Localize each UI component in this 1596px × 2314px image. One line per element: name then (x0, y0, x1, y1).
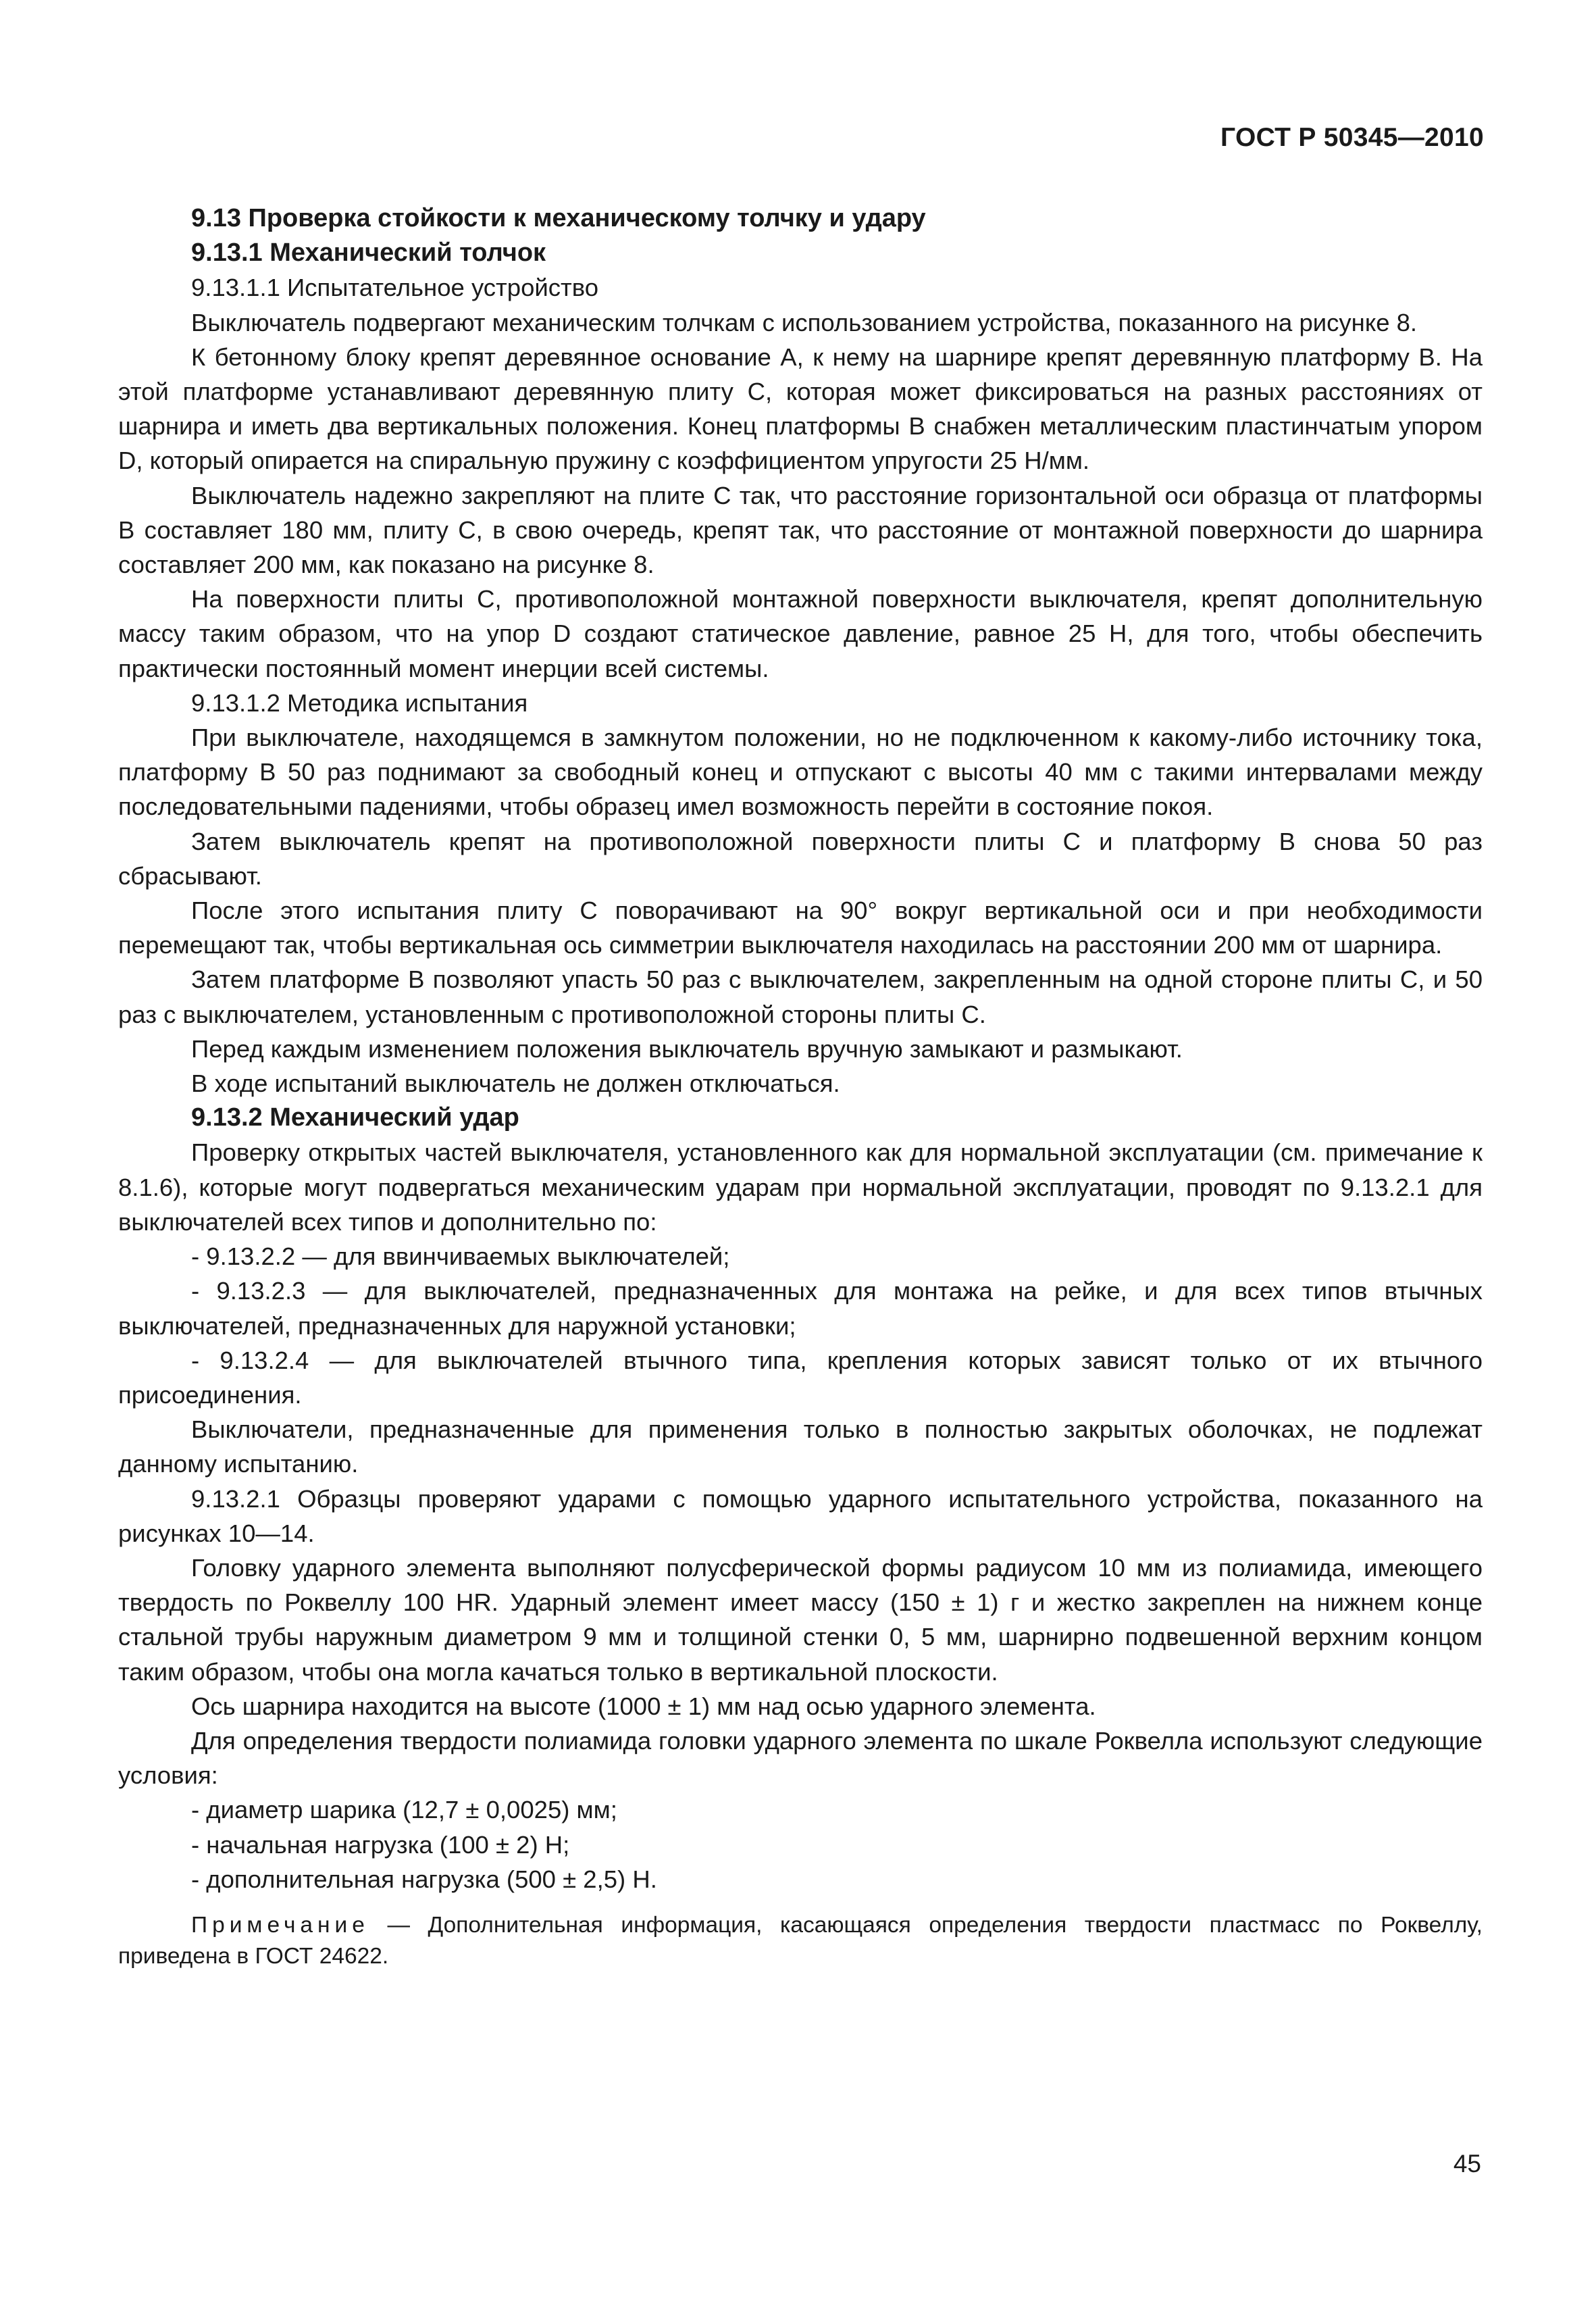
section-heading: 9.13.1 Механический толчок (191, 238, 546, 268)
paragraph: При выключателе, находящемся в замкнутом положении, но не подключенном к какому-либо источнику тока, платформу В 50 раз поднимают за свободный конец и отпускают с высоты 40 мм с такими интервалами между последовательными падениями, чтобы образец имел возможность перейти в состояние покоя. (118, 724, 1483, 821)
list-item: - 9.13.2.3 — для выключателей, предназначенных для монтажа на рейке, и для всех типов втычных выключателей, предназначенных для наружной установки; (118, 1277, 1483, 1340)
paragraph: Ось шарнира находится на высоте (1000 ± 1) мм над осью ударного элемента. (191, 1692, 1096, 1720)
paragraph: Выключатели, предназначенные для применения только в полностью закрытых оболочках, не подлежат данному испытанию. (118, 1415, 1483, 1478)
list-item: - диаметр шарика (12,7 ± 0,0025) мм; (191, 1796, 617, 1824)
paragraph: На поверхности плиты C, противоположной монтажной поверхности выключателя, крепят дополнительную массу таким образом, что на упор D создают статическое давление, равное 25 Н, для того, чтобы обеспечить практически постоянный момент инерции всей системы. (118, 585, 1483, 682)
paragraph: Выключатель надежно закрепляют на плите C так, что расстояние горизонтальной оси образца от платформы B составляет 180 мм, плиту C, в свою очередь, крепят так, что расстояние от монтажной поверхности до шарнира составляет 200 мм, как показано на рисунке 8. (118, 481, 1483, 579)
paragraph: После этого испытания плиту C поворачивают на 90° вокруг вертикальной оси и при необходимости перемещают так, чтобы вертикальная ось симметрии выключателя находилась на расстоянии 200 мм от шарнира. (118, 897, 1483, 959)
list-item: - 9.13.2.2 — для ввинчиваемых выключателей; (191, 1242, 730, 1271)
paragraph: Проверку открытых частей выключателя, установленного как для нормальной эксплуатации (см. примечание к 8.1.6), которые могут подвергаться механическим ударам при нормальной эксплуатации, проводят по 9.13.2.1 для выключателей всех типов и дополнительно по: (118, 1138, 1483, 1236)
paragraph: Выключатель подвергают механическим толчкам с использованием устройства, показанного на рисунке 8. (191, 308, 1418, 336)
section-heading: 9.13.2 Механический удар (191, 1103, 519, 1132)
section-heading: 9.13 Проверка стойкости к механическому толчку и удару (191, 204, 926, 232)
document-body (118, 201, 1483, 1972)
paragraph: 9.13.1.2 Методика испытания (191, 688, 528, 717)
paragraph: Затем платформе B позволяют упасть 50 раз с выключателем, закрепленным на одной стороне плиты C, и 50 раз с выключателем, установленным с противоположной стороны плиты C. (118, 965, 1483, 1028)
paragraph: Для определения твердости полиамида головки ударного элемента по шкале Роквелла используют следующие условия: (118, 1726, 1483, 1790)
paragraph: Затем выключатель крепят на противоположной поверхности плиты C и платформу B снова 50 раз сбрасывают. (118, 827, 1483, 890)
paragraph: Головку ударного элемента выполняют полусферической формы радиусом 10 мм из полиамида, имеющего твердость по Роквеллу 100 HR. Ударный элемент имеет массу (150 ± 1) г и жестко закреплен на нижнем конце стальной трубы наружным диаметром 9 мм и толщиной стенки 0, 5 мм, шарнирно подвешенной верхним концом таким образом, чтобы она могла качаться только в вертикальной плоскости. (118, 1553, 1483, 1686)
document-header: ГОСТ Р 50345—2010 (1220, 123, 1484, 152)
paragraph: 9.13.1.1 Испытательное устройство (191, 274, 598, 302)
paragraph: Перед каждым изменением положения выключатель вручную замыкают и размыкают. (191, 1034, 1183, 1063)
paragraph: 9.13.2.1 Образцы проверяют ударами с помощью ударного испытательного устройства, показанного на рисунках 10—14. (118, 1484, 1483, 1547)
page-number: 45 (1453, 2150, 1481, 2178)
list-item: - дополнительная нагрузка (500 ± 2,5) Н. (191, 1865, 657, 1893)
note-text: — Дополнительная информация, касающаяся определения твердости пластмасс по Роквеллу, приведена в ГОСТ 24622. (118, 1912, 1483, 1969)
note (118, 1910, 1483, 1972)
paragraph: В ходе испытаний выключатель не должен отключаться. (191, 1070, 840, 1098)
note-label: Примечание (191, 1912, 369, 1938)
list-item: - начальная нагрузка (100 ± 2) Н; (191, 1830, 570, 1859)
list-item: - 9.13.2.4 — для выключателей втычного типа, крепления которых зависят только от их втычного присоединения. (118, 1346, 1483, 1409)
paragraph: К бетонному блоку крепят деревянное основание A, к нему на шарнире крепят деревянную платформу B. На этой платформе устанавливают деревянную плиту C, которая может фиксироваться на разных расстояниях от шарнира и иметь два вертикальных положения. Конец платформы B снабжен металлическим пластинчатым упором D, который опирается на спиральную пружину с коэффициентом упругости 25 Н/мм. (118, 343, 1483, 475)
